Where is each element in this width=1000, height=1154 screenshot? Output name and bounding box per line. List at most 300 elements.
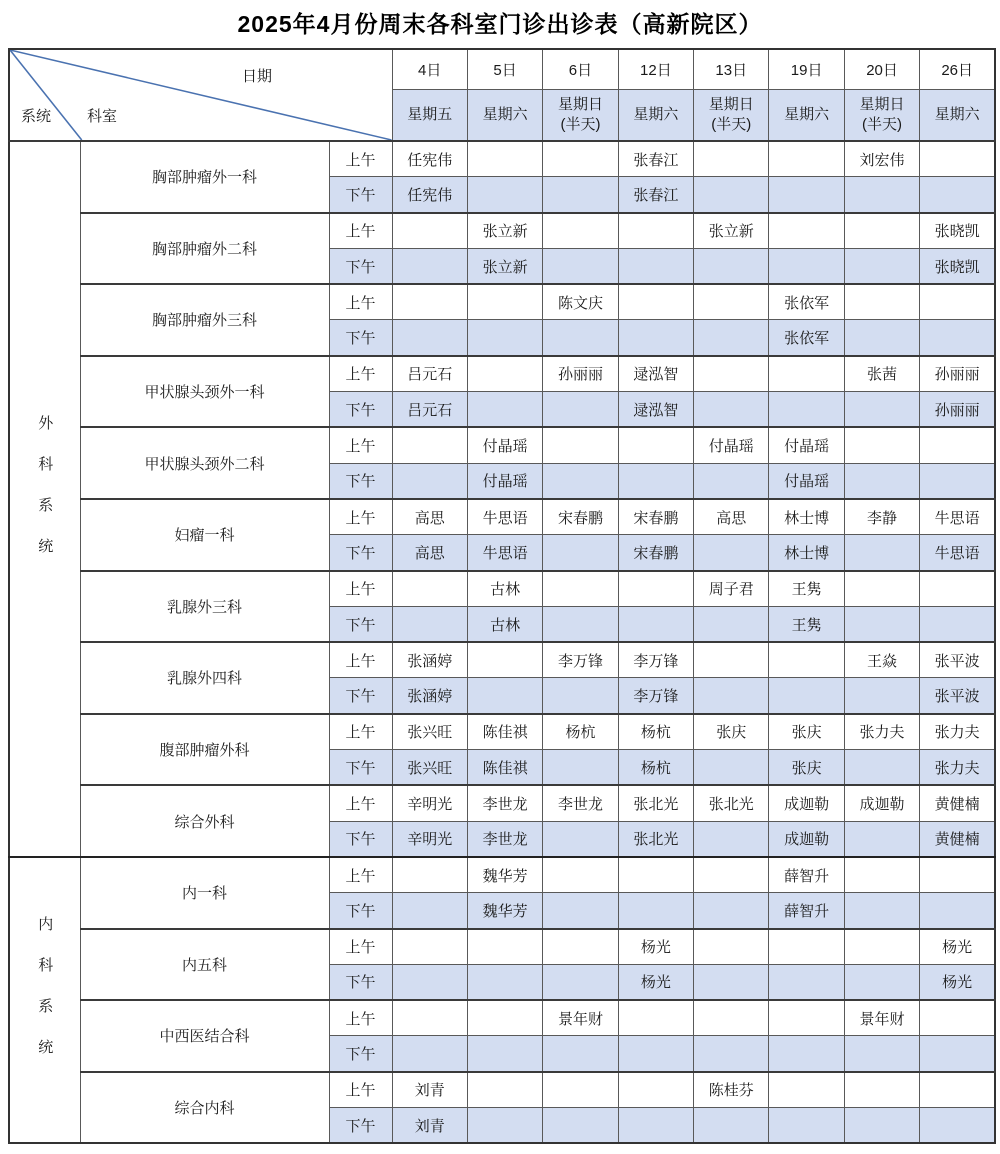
doctor-schedule-cell: 孙丽丽 [543, 356, 618, 392]
weekday-label: 星期日 [708, 96, 754, 114]
department-am-row [9, 1000, 995, 1036]
doctor-schedule-cell: 张涵婷 [392, 678, 467, 714]
empty-schedule-cell [392, 463, 467, 499]
doctor-schedule-cell: 张力夫 [844, 714, 919, 750]
doctor-schedule-cell: 李世龙 [467, 821, 542, 857]
empty-schedule-cell [618, 893, 693, 929]
empty-schedule-cell [694, 1000, 769, 1036]
doctor-schedule-cell: 刘青 [392, 1108, 467, 1144]
empty-schedule-cell [543, 857, 618, 893]
empty-schedule-cell [467, 1000, 542, 1036]
period-label-am: 上午 [329, 1072, 392, 1108]
empty-schedule-cell [769, 1108, 844, 1144]
doctor-schedule-cell: 张兴旺 [392, 750, 467, 786]
system-group-cell [9, 857, 80, 1143]
doctor-schedule-cell: 魏华芳 [467, 857, 542, 893]
doctor-schedule-cell: 黄健楠 [920, 821, 995, 857]
doctor-schedule-cell: 付晶瑶 [769, 427, 844, 463]
empty-schedule-cell [769, 929, 844, 965]
empty-schedule-cell [920, 857, 995, 893]
doctor-schedule-cell: 付晶瑶 [467, 427, 542, 463]
empty-schedule-cell [694, 857, 769, 893]
empty-schedule-cell [392, 1000, 467, 1036]
period-label-pm: 下午 [329, 463, 392, 499]
empty-schedule-cell [920, 284, 995, 320]
doctor-schedule-cell: 景年财 [543, 1000, 618, 1036]
empty-schedule-cell [618, 1108, 693, 1144]
department-am-row [9, 356, 995, 392]
doctor-schedule-cell: 薛智升 [769, 857, 844, 893]
empty-schedule-cell [769, 356, 844, 392]
empty-schedule-cell [694, 284, 769, 320]
empty-schedule-cell [844, 606, 919, 642]
date-header-cell: 20日 [844, 49, 919, 89]
period-label-am: 上午 [329, 499, 392, 535]
doctor-schedule-cell: 张春江 [618, 177, 693, 213]
period-label-am: 上午 [329, 141, 392, 177]
empty-schedule-cell [920, 1108, 995, 1144]
empty-schedule-cell [543, 821, 618, 857]
empty-schedule-cell [769, 1072, 844, 1108]
department-am-row [9, 213, 995, 249]
empty-schedule-cell [844, 248, 919, 284]
empty-schedule-cell [769, 1036, 844, 1072]
department-name-cell: 胸部肿瘤外一科 [80, 141, 329, 213]
doctor-schedule-cell: 张北光 [694, 785, 769, 821]
doctor-schedule-cell: 吕元石 [392, 356, 467, 392]
empty-schedule-cell [392, 213, 467, 249]
empty-schedule-cell [467, 964, 542, 1000]
empty-schedule-cell [392, 893, 467, 929]
doctor-schedule-cell: 陈文庆 [543, 284, 618, 320]
doctor-schedule-cell: 张庆 [694, 714, 769, 750]
department-name-cell: 胸部肿瘤外三科 [80, 284, 329, 356]
period-label-pm: 下午 [329, 678, 392, 714]
empty-schedule-cell [543, 535, 618, 571]
doctor-schedule-cell: 牛思语 [467, 535, 542, 571]
doctor-schedule-cell: 杨杭 [543, 714, 618, 750]
period-label-am: 上午 [329, 929, 392, 965]
empty-schedule-cell [844, 1072, 919, 1108]
doctor-schedule-cell: 高思 [392, 499, 467, 535]
empty-schedule-cell [618, 284, 693, 320]
period-label-am: 上午 [329, 642, 392, 678]
period-label-pm: 下午 [329, 392, 392, 428]
empty-schedule-cell [694, 893, 769, 929]
doctor-schedule-cell: 陈桂芬 [694, 1072, 769, 1108]
empty-schedule-cell [694, 177, 769, 213]
weekday-label: 星期六 [633, 106, 679, 123]
department-am-row [9, 642, 995, 678]
doctor-schedule-cell: 张依军 [769, 320, 844, 356]
empty-schedule-cell [392, 606, 467, 642]
doctor-schedule-cell: 李万锋 [618, 642, 693, 678]
empty-schedule-cell [543, 571, 618, 607]
empty-schedule-cell [920, 427, 995, 463]
doctor-schedule-cell: 宋春鹏 [618, 499, 693, 535]
empty-schedule-cell [844, 571, 919, 607]
department-name-cell: 综合内科 [80, 1072, 329, 1144]
doctor-schedule-cell: 李世龙 [543, 785, 618, 821]
doctor-schedule-cell: 付晶瑶 [694, 427, 769, 463]
empty-schedule-cell [844, 177, 919, 213]
weekday-label: 星期日 [557, 96, 603, 114]
empty-schedule-cell [392, 857, 467, 893]
weekday-header-cell [618, 89, 693, 141]
date-header-cell: 26日 [920, 49, 995, 89]
weekday-label: 星期六 [934, 106, 980, 123]
doctor-schedule-cell: 魏华芳 [467, 893, 542, 929]
doctor-schedule-cell: 张力夫 [920, 750, 995, 786]
weekday-header-cell [543, 89, 618, 141]
empty-schedule-cell [467, 1072, 542, 1108]
period-label-am: 上午 [329, 284, 392, 320]
empty-schedule-cell [543, 320, 618, 356]
empty-schedule-cell [920, 320, 995, 356]
weekday-label: 星期五 [407, 106, 453, 123]
table-header [9, 49, 995, 141]
half-day-note: (半天) [560, 115, 601, 133]
department-name-cell: 中西医结合科 [80, 1000, 329, 1072]
weekday-header-cell [920, 89, 995, 141]
doctor-schedule-cell: 张力夫 [920, 714, 995, 750]
weekday-label: 星期日 [859, 96, 905, 114]
period-label-pm: 下午 [329, 964, 392, 1000]
empty-schedule-cell [467, 1036, 542, 1072]
doctor-schedule-cell: 张庆 [769, 750, 844, 786]
schedule-table [8, 48, 996, 1144]
empty-schedule-cell [844, 821, 919, 857]
empty-schedule-cell [844, 678, 919, 714]
doctor-schedule-cell: 薛智升 [769, 893, 844, 929]
department-am-row [9, 714, 995, 750]
empty-schedule-cell [618, 248, 693, 284]
corner-cell [9, 49, 392, 141]
system-group-cell [9, 141, 80, 857]
empty-schedule-cell [844, 284, 919, 320]
department-am-row [9, 141, 995, 177]
empty-schedule-cell [467, 642, 542, 678]
empty-schedule-cell [769, 213, 844, 249]
doctor-schedule-cell: 辛明光 [392, 785, 467, 821]
empty-schedule-cell [543, 893, 618, 929]
empty-schedule-cell [769, 642, 844, 678]
empty-schedule-cell [618, 1000, 693, 1036]
department-am-row [9, 571, 995, 607]
corner-department-label: 科室 [87, 108, 118, 125]
empty-schedule-cell [543, 392, 618, 428]
period-label-pm: 下午 [329, 750, 392, 786]
doctor-schedule-cell: 孙丽丽 [920, 356, 995, 392]
empty-schedule-cell [844, 857, 919, 893]
doctor-schedule-cell: 杨杭 [618, 714, 693, 750]
empty-schedule-cell [467, 356, 542, 392]
empty-schedule-cell [618, 1036, 693, 1072]
empty-schedule-cell [920, 1072, 995, 1108]
empty-schedule-cell [769, 678, 844, 714]
department-am-row [9, 284, 995, 320]
doctor-schedule-cell: 王焱 [844, 642, 919, 678]
department-name-cell: 腹部肿瘤外科 [80, 714, 329, 786]
period-label-am: 上午 [329, 356, 392, 392]
doctor-schedule-cell: 牛思语 [920, 535, 995, 571]
period-label-pm: 下午 [329, 821, 392, 857]
empty-schedule-cell [694, 248, 769, 284]
empty-schedule-cell [844, 893, 919, 929]
doctor-schedule-cell: 林士博 [769, 535, 844, 571]
period-label-pm: 下午 [329, 320, 392, 356]
doctor-schedule-cell: 吕元石 [392, 392, 467, 428]
empty-schedule-cell [694, 678, 769, 714]
empty-schedule-cell [618, 606, 693, 642]
date-header-cell: 4日 [392, 49, 467, 89]
empty-schedule-cell [618, 857, 693, 893]
doctor-schedule-cell: 张兴旺 [392, 714, 467, 750]
period-label-am: 上午 [329, 857, 392, 893]
department-am-row [9, 499, 995, 535]
empty-schedule-cell [694, 1036, 769, 1072]
empty-schedule-cell [543, 141, 618, 177]
empty-schedule-cell [920, 571, 995, 607]
system-group-label: 外科系统 [36, 414, 54, 579]
empty-schedule-cell [618, 463, 693, 499]
empty-schedule-cell [618, 571, 693, 607]
empty-schedule-cell [694, 606, 769, 642]
empty-schedule-cell [694, 320, 769, 356]
department-name-cell: 甲状腺头颈外一科 [80, 356, 329, 428]
doctor-schedule-cell: 刘青 [392, 1072, 467, 1108]
doctor-schedule-cell: 杨光 [920, 964, 995, 1000]
doctor-schedule-cell: 张涵婷 [392, 642, 467, 678]
empty-schedule-cell [467, 1108, 542, 1144]
empty-schedule-cell [844, 1036, 919, 1072]
date-header-cell: 5日 [467, 49, 542, 89]
half-day-note: (半天) [711, 115, 752, 133]
doctor-schedule-cell: 付晶瑶 [769, 463, 844, 499]
table-body [9, 141, 995, 1143]
doctor-schedule-cell: 张立新 [467, 213, 542, 249]
empty-schedule-cell [920, 1036, 995, 1072]
empty-schedule-cell [844, 535, 919, 571]
doctor-schedule-cell: 张立新 [694, 213, 769, 249]
empty-schedule-cell [618, 213, 693, 249]
doctor-schedule-cell: 古林 [467, 571, 542, 607]
system-group-label: 内科系统 [36, 916, 54, 1081]
empty-schedule-cell [844, 964, 919, 1000]
empty-schedule-cell [543, 606, 618, 642]
date-header-cell: 6日 [543, 49, 618, 89]
empty-schedule-cell [543, 213, 618, 249]
department-am-row [9, 929, 995, 965]
doctor-schedule-cell: 古林 [467, 606, 542, 642]
empty-schedule-cell [694, 929, 769, 965]
doctor-schedule-cell: 成迦勒 [844, 785, 919, 821]
empty-schedule-cell [543, 1072, 618, 1108]
empty-schedule-cell [467, 141, 542, 177]
department-name-cell: 乳腺外三科 [80, 571, 329, 643]
department-name-cell: 乳腺外四科 [80, 642, 329, 714]
department-name-cell: 内一科 [80, 857, 329, 929]
doctor-schedule-cell: 任宪伟 [392, 177, 467, 213]
empty-schedule-cell [392, 1036, 467, 1072]
corner-diagonal-lines [10, 50, 392, 140]
empty-schedule-cell [694, 750, 769, 786]
period-label-pm: 下午 [329, 535, 392, 571]
empty-schedule-cell [769, 1000, 844, 1036]
empty-schedule-cell [543, 177, 618, 213]
empty-schedule-cell [694, 535, 769, 571]
period-label-pm: 下午 [329, 177, 392, 213]
doctor-schedule-cell: 张春江 [618, 141, 693, 177]
empty-schedule-cell [392, 320, 467, 356]
date-header-row [9, 49, 995, 89]
doctor-schedule-cell: 宋春鹏 [543, 499, 618, 535]
doctor-schedule-cell: 张平波 [920, 678, 995, 714]
empty-schedule-cell [920, 893, 995, 929]
empty-schedule-cell [920, 1000, 995, 1036]
empty-schedule-cell [844, 213, 919, 249]
empty-schedule-cell [920, 141, 995, 177]
doctor-schedule-cell: 杨光 [618, 964, 693, 1000]
doctor-schedule-cell: 杨杭 [618, 750, 693, 786]
empty-schedule-cell [392, 248, 467, 284]
period-label-pm: 下午 [329, 1036, 392, 1072]
doctor-schedule-cell: 张平波 [920, 642, 995, 678]
doctor-schedule-cell: 牛思语 [920, 499, 995, 535]
doctor-schedule-cell: 牛思语 [467, 499, 542, 535]
date-header-cell: 12日 [618, 49, 693, 89]
empty-schedule-cell [920, 177, 995, 213]
doctor-schedule-cell: 刘宏伟 [844, 141, 919, 177]
doctor-schedule-cell: 辛明光 [392, 821, 467, 857]
doctor-schedule-cell: 李静 [844, 499, 919, 535]
period-label-am: 上午 [329, 427, 392, 463]
empty-schedule-cell [920, 606, 995, 642]
corner-date-label: 日期 [242, 68, 273, 85]
empty-schedule-cell [769, 248, 844, 284]
doctor-schedule-cell: 逯泓智 [618, 392, 693, 428]
period-label-pm: 下午 [329, 248, 392, 284]
empty-schedule-cell [392, 571, 467, 607]
empty-schedule-cell [543, 248, 618, 284]
empty-schedule-cell [467, 392, 542, 428]
empty-schedule-cell [844, 463, 919, 499]
doctor-schedule-cell: 陈佳祺 [467, 714, 542, 750]
empty-schedule-cell [694, 463, 769, 499]
department-am-row [9, 427, 995, 463]
doctor-schedule-cell: 王隽 [769, 606, 844, 642]
doctor-schedule-cell: 张立新 [467, 248, 542, 284]
doctor-schedule-cell: 景年财 [844, 1000, 919, 1036]
department-name-cell: 内五科 [80, 929, 329, 1001]
empty-schedule-cell [618, 320, 693, 356]
weekday-header-cell [467, 89, 542, 141]
empty-schedule-cell [844, 427, 919, 463]
empty-schedule-cell [694, 964, 769, 1000]
period-label-pm: 下午 [329, 893, 392, 929]
corner-system-label: 系统 [21, 108, 52, 125]
empty-schedule-cell [543, 1108, 618, 1144]
empty-schedule-cell [467, 929, 542, 965]
empty-schedule-cell [543, 964, 618, 1000]
date-header-cell: 19日 [769, 49, 844, 89]
doctor-schedule-cell: 张依军 [769, 284, 844, 320]
empty-schedule-cell [694, 821, 769, 857]
weekday-label: 星期六 [482, 106, 528, 123]
empty-schedule-cell [694, 392, 769, 428]
doctor-schedule-cell: 张北光 [618, 785, 693, 821]
page-title: 2025年4月份周末各科室门诊出诊表（高新院区） [237, 11, 763, 37]
period-label-am: 上午 [329, 785, 392, 821]
empty-schedule-cell [844, 1108, 919, 1144]
empty-schedule-cell [467, 177, 542, 213]
empty-schedule-cell [467, 320, 542, 356]
period-label-am: 上午 [329, 571, 392, 607]
empty-schedule-cell [844, 392, 919, 428]
doctor-schedule-cell: 张晓凯 [920, 248, 995, 284]
department-am-row [9, 785, 995, 821]
department-name-cell: 综合外科 [80, 785, 329, 857]
empty-schedule-cell [543, 750, 618, 786]
doctor-schedule-cell: 张晓凯 [920, 213, 995, 249]
empty-schedule-cell [467, 678, 542, 714]
empty-schedule-cell [392, 964, 467, 1000]
empty-schedule-cell [543, 1036, 618, 1072]
weekday-header-cell [769, 89, 844, 141]
doctor-schedule-cell: 逯泓智 [618, 356, 693, 392]
empty-schedule-cell [694, 356, 769, 392]
doctor-schedule-cell: 高思 [694, 499, 769, 535]
empty-schedule-cell [844, 929, 919, 965]
doctor-schedule-cell: 高思 [392, 535, 467, 571]
doctor-schedule-cell: 成迦勒 [769, 785, 844, 821]
empty-schedule-cell [769, 392, 844, 428]
department-name-cell: 甲状腺头颈外二科 [80, 427, 329, 499]
empty-schedule-cell [769, 141, 844, 177]
department-name-cell: 妇瘤一科 [80, 499, 329, 571]
empty-schedule-cell [618, 1072, 693, 1108]
empty-schedule-cell [844, 320, 919, 356]
doctor-schedule-cell: 张北光 [618, 821, 693, 857]
empty-schedule-cell [618, 427, 693, 463]
weekday-header-cell [392, 89, 467, 141]
empty-schedule-cell [694, 642, 769, 678]
doctor-schedule-cell: 林士博 [769, 499, 844, 535]
period-label-pm: 下午 [329, 606, 392, 642]
half-day-note: (半天) [862, 115, 903, 133]
empty-schedule-cell [543, 427, 618, 463]
doctor-schedule-cell: 杨光 [920, 929, 995, 965]
doctor-schedule-cell: 李万锋 [543, 642, 618, 678]
weekday-label: 星期六 [784, 106, 830, 123]
empty-schedule-cell [543, 678, 618, 714]
doctor-schedule-cell: 黄健楠 [920, 785, 995, 821]
empty-schedule-cell [467, 284, 542, 320]
empty-schedule-cell [844, 750, 919, 786]
weekday-header-cell [844, 89, 919, 141]
empty-schedule-cell [769, 964, 844, 1000]
doctor-schedule-cell: 张茜 [844, 356, 919, 392]
department-am-row [9, 857, 995, 893]
doctor-schedule-cell: 王隽 [769, 571, 844, 607]
doctor-schedule-cell: 陈佳祺 [467, 750, 542, 786]
weekday-header-cell [694, 89, 769, 141]
doctor-schedule-cell: 张庆 [769, 714, 844, 750]
empty-schedule-cell [392, 427, 467, 463]
period-label-am: 上午 [329, 1000, 392, 1036]
doctor-schedule-cell: 杨光 [618, 929, 693, 965]
doctor-schedule-cell: 孙丽丽 [920, 392, 995, 428]
